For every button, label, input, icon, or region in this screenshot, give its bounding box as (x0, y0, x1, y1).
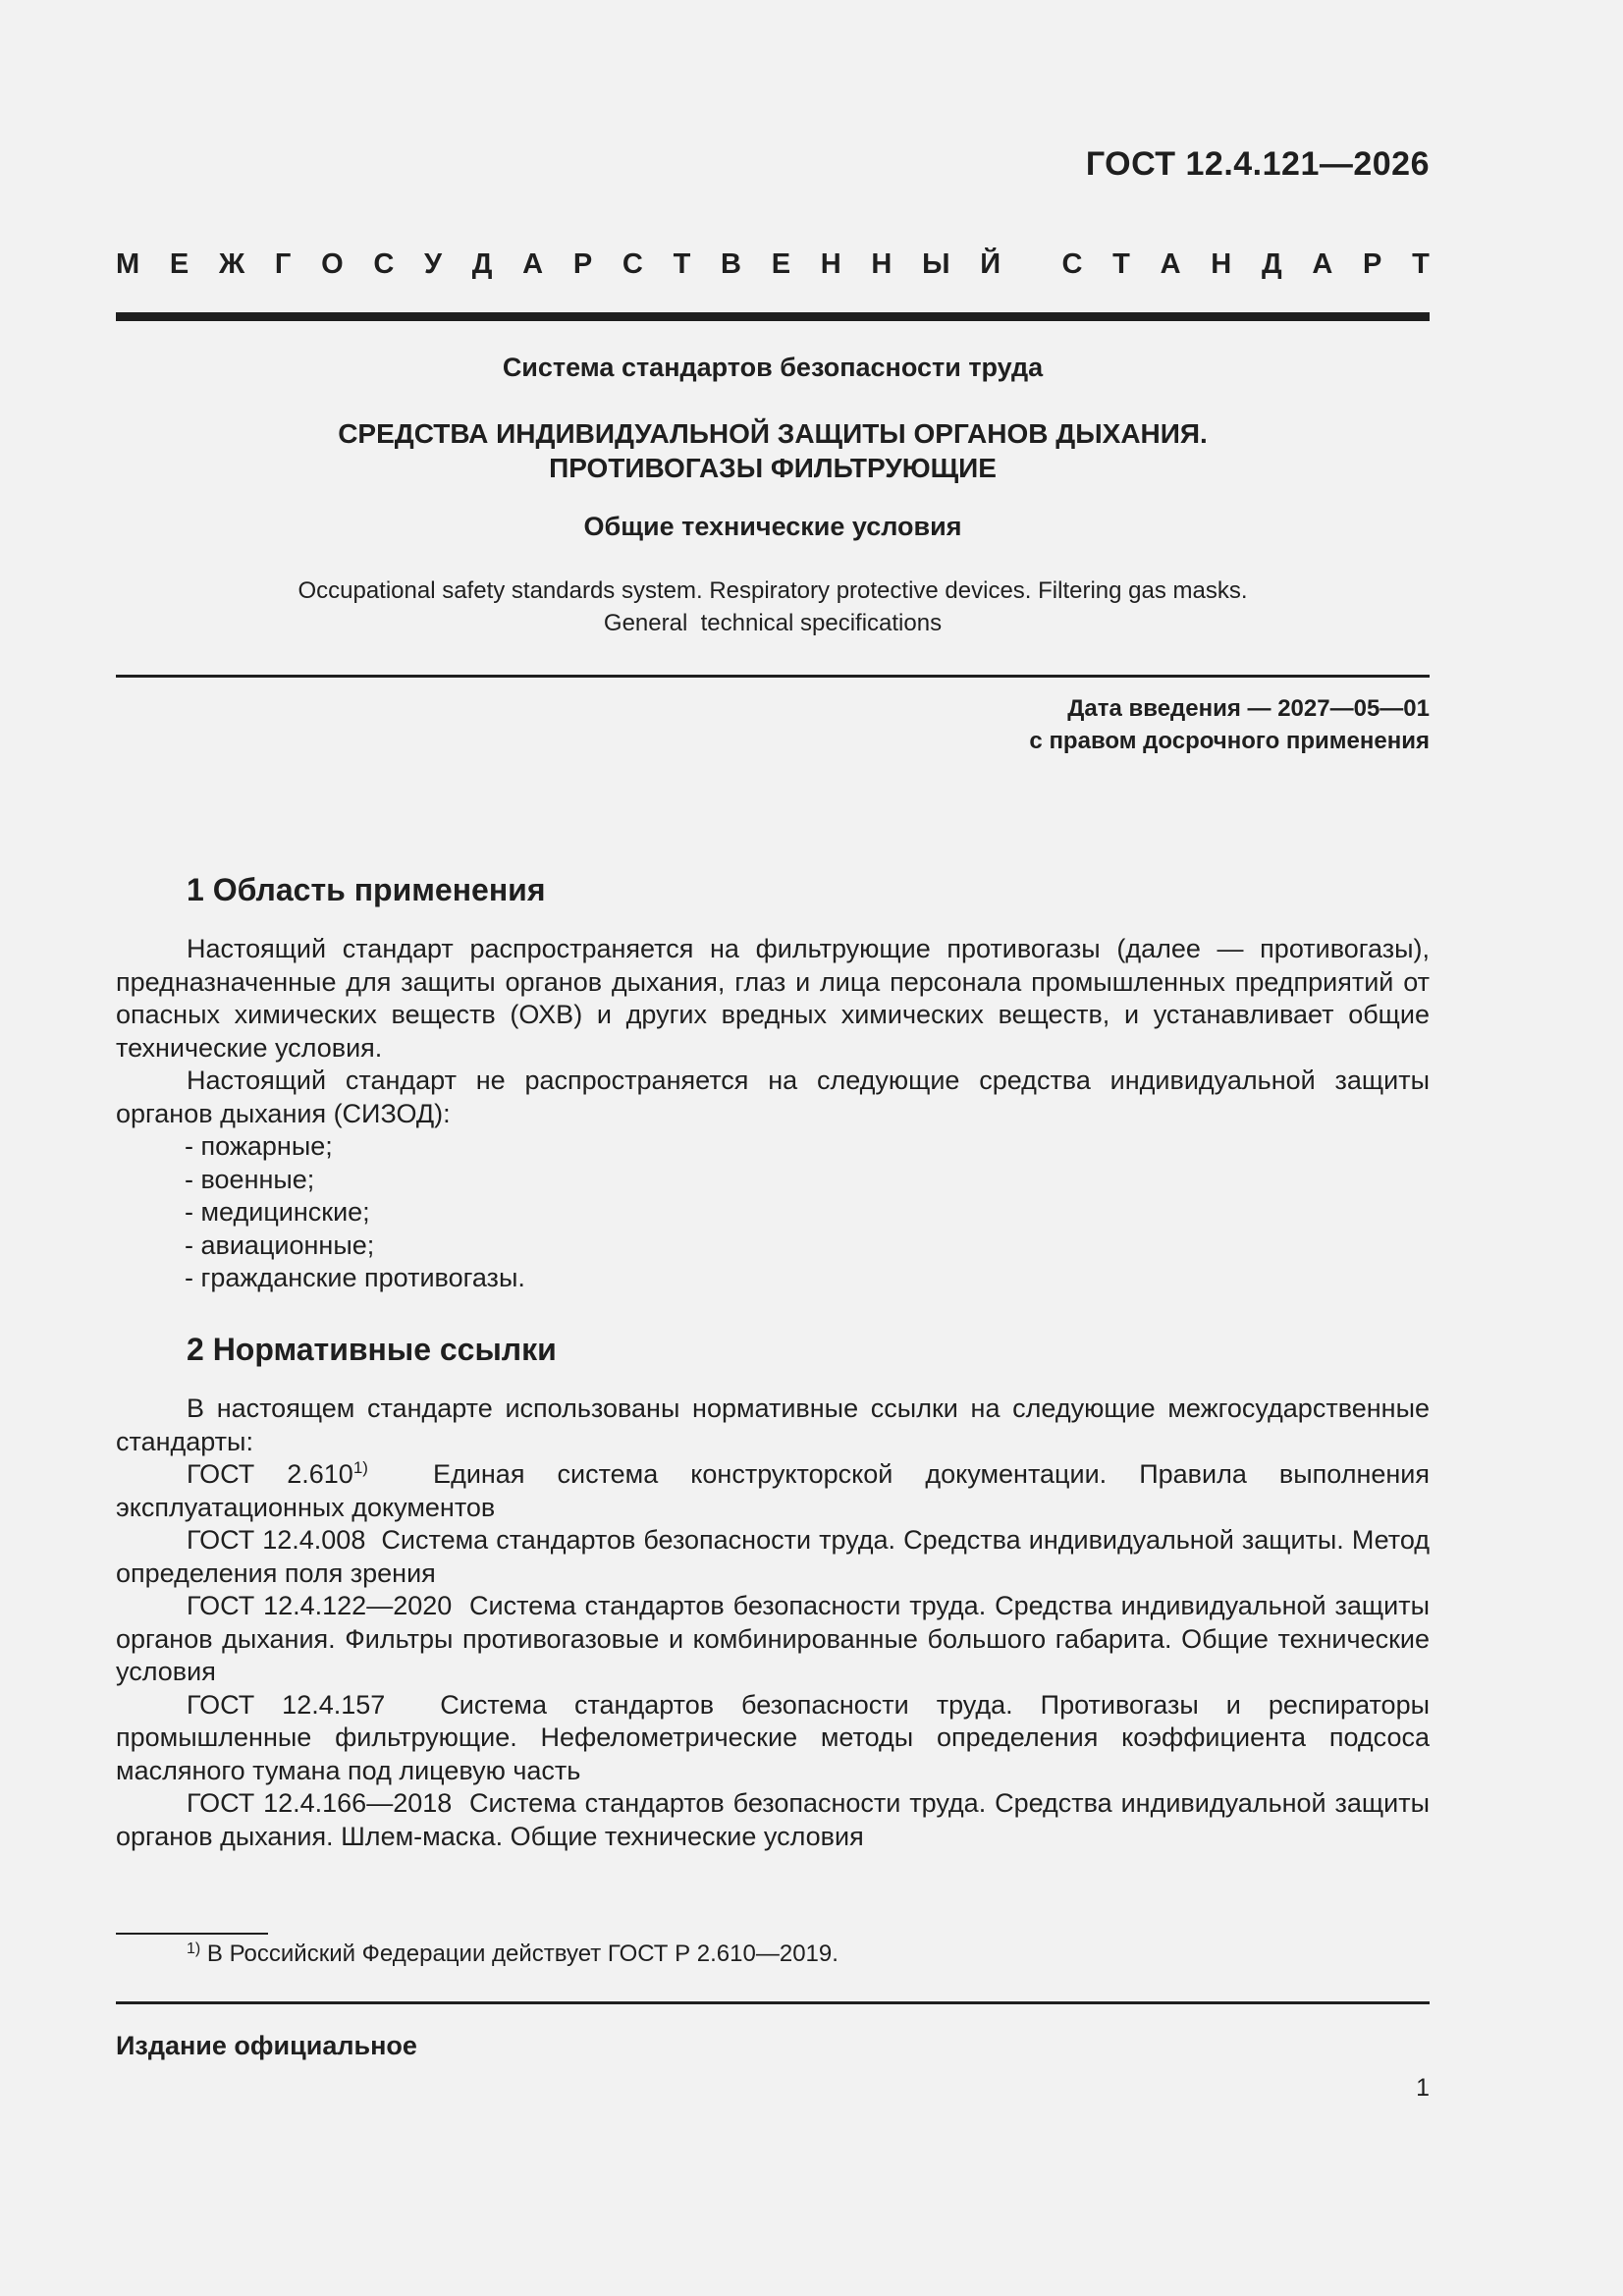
standard-banner (116, 248, 1430, 281)
banner-letter: С (1061, 248, 1083, 280)
banner-letter: Н (820, 248, 841, 280)
banner-letter: Ы (922, 248, 950, 280)
section-1-paragraph-1: Настоящий стандарт распространяется на фильтрующие противогазы (далее — противогазы), предназначенные для защиты органов дыхания, глаз и лица персонала промышленных предприятий от опасных химических веществ (ОХВ) и других вредных химических веществ, и устанавливает общие технические условия. (116, 934, 1430, 1063)
banner-letter: М (116, 248, 140, 280)
banner-letter: У (424, 248, 443, 280)
footnote (187, 1941, 839, 1968)
banner-letter: Е (169, 248, 189, 280)
banner-letter: Н (1211, 248, 1232, 280)
footnote-text: В Российский Федерации действует ГОСТ Р 2.610—2019. (200, 1941, 839, 1967)
english-title-line-1: Occupational safety standards system. Respiratory protective devices. Filtering gas masks. (298, 577, 1248, 604)
section-2-paragraph-1: В настоящем стандарте использованы нормативные ссылки на следующие межгосударственные стандарты: (116, 1394, 1430, 1456)
banner-letter: Ж (218, 248, 245, 280)
banner-letter: О (321, 248, 344, 280)
banner-letter: А (1312, 248, 1333, 280)
banner-letter: Д (471, 248, 493, 280)
banner-letter: Г (274, 248, 292, 280)
banner-letter: Д (1261, 248, 1282, 280)
official-edition-label: Издание официальное (116, 2031, 417, 2060)
list-item: - пожарные; (185, 1131, 333, 1161)
section-1-heading: 1 Область применения (187, 872, 546, 907)
banner-letter: Р (1363, 248, 1382, 280)
document-page (116, 0, 1437, 2296)
banner-letter: Р (572, 248, 593, 280)
reference-gost-12-4-122: ГОСТ 12.4.122—2020 Система стандартов безопасности труда. Средства индивидуальной защиты органов дыхания. Фильтры противогазовые и комбинированные большого габарита. Общие технические условия (116, 1591, 1437, 1686)
document-title (116, 416, 1430, 485)
section-2-heading: 2 Нормативные ссылки (187, 1332, 557, 1367)
reference-gost-2-610 (116, 1458, 1437, 1524)
banner-letter: С (373, 248, 395, 280)
banner-letter: С (622, 248, 643, 280)
footnote-marker: 1) (352, 1458, 368, 1477)
section-1-paragraph-2: Настоящий стандарт не распространяется на следующие средства индивидуальной защиты органов дыхания (СИЗОД): (116, 1066, 1430, 1128)
reference-gost-12-4-166: ГОСТ 12.4.166—2018 Система стандартов безопасности труда. Средства индивидуальной защиты органов дыхания. Шлем-маска. Общие технические условия (116, 1788, 1437, 1851)
list-item: - авиационные; (185, 1230, 375, 1260)
list-item: - медицинские; (185, 1197, 370, 1227)
header-rule (116, 312, 1430, 321)
banner-letter: Й (980, 248, 1001, 280)
banner-letter: А (1160, 248, 1181, 280)
series-title: Система стандартов безопасности труда (502, 353, 1044, 382)
introduction-date: Дата введения — 2027—05—01 (1067, 695, 1430, 722)
introduction-date-block (1029, 692, 1430, 757)
banner-letter: А (522, 248, 544, 280)
title-line-1: СРЕДСТВА ИНДИВИДУАЛЬНОЙ ЗАЩИТЫ ОРГАНОВ ДЫХАНИЯ. (338, 418, 1208, 449)
exclusion-list (116, 1130, 1430, 1295)
english-title (116, 574, 1430, 639)
reference-gost-12-4-008: ГОСТ 12.4.008 Система стандартов безопасности труда. Средства индивидуальной защиты. Метод определения поля зрения (116, 1525, 1437, 1588)
english-title-line-2: General technical specifications (603, 610, 943, 636)
reference-gost-12-4-157: ГОСТ 12.4.157 Система стандартов безопасности труда. Противогазы и респираторы промышленные фильтрующие. Нефелометрические методы определения коэффициента подсоса масляного тумана под лицевую часть (116, 1689, 1437, 1785)
list-item: - военные; (185, 1164, 315, 1194)
banner-letter: В (721, 248, 741, 280)
reference-text: Единая система конструкторской документации. Правила выполнения эксплуатационных документов (116, 1459, 1437, 1522)
banner-letter: Т (673, 248, 691, 280)
banner-letter: Т (1412, 248, 1430, 280)
footer-rule (116, 2001, 1430, 2004)
page-number: 1 (1416, 2074, 1430, 2102)
banner-letter: Т (1112, 248, 1130, 280)
footnote-rule (116, 1933, 268, 1935)
title-rule (116, 675, 1430, 678)
section-2-body (116, 1393, 1437, 1853)
section-1-body (116, 933, 1430, 1295)
reference-code: ГОСТ 2.610 (187, 1459, 353, 1489)
document-number: ГОСТ 12.4.121—2026 (1085, 145, 1430, 183)
footnote-mark: 1) (187, 1941, 201, 1957)
banner-letter: Н (871, 248, 893, 280)
list-item: - гражданские противогазы. (185, 1263, 525, 1292)
document-subtitle: Общие технические условия (583, 512, 962, 541)
banner-letter: Е (771, 248, 791, 280)
early-application-note: с правом досрочного применения (1029, 728, 1430, 754)
banner-letter (1031, 248, 1032, 281)
title-line-2: ПРОТИВОГАЗЫ ФИЛЬТРУЮЩИЕ (549, 453, 997, 483)
